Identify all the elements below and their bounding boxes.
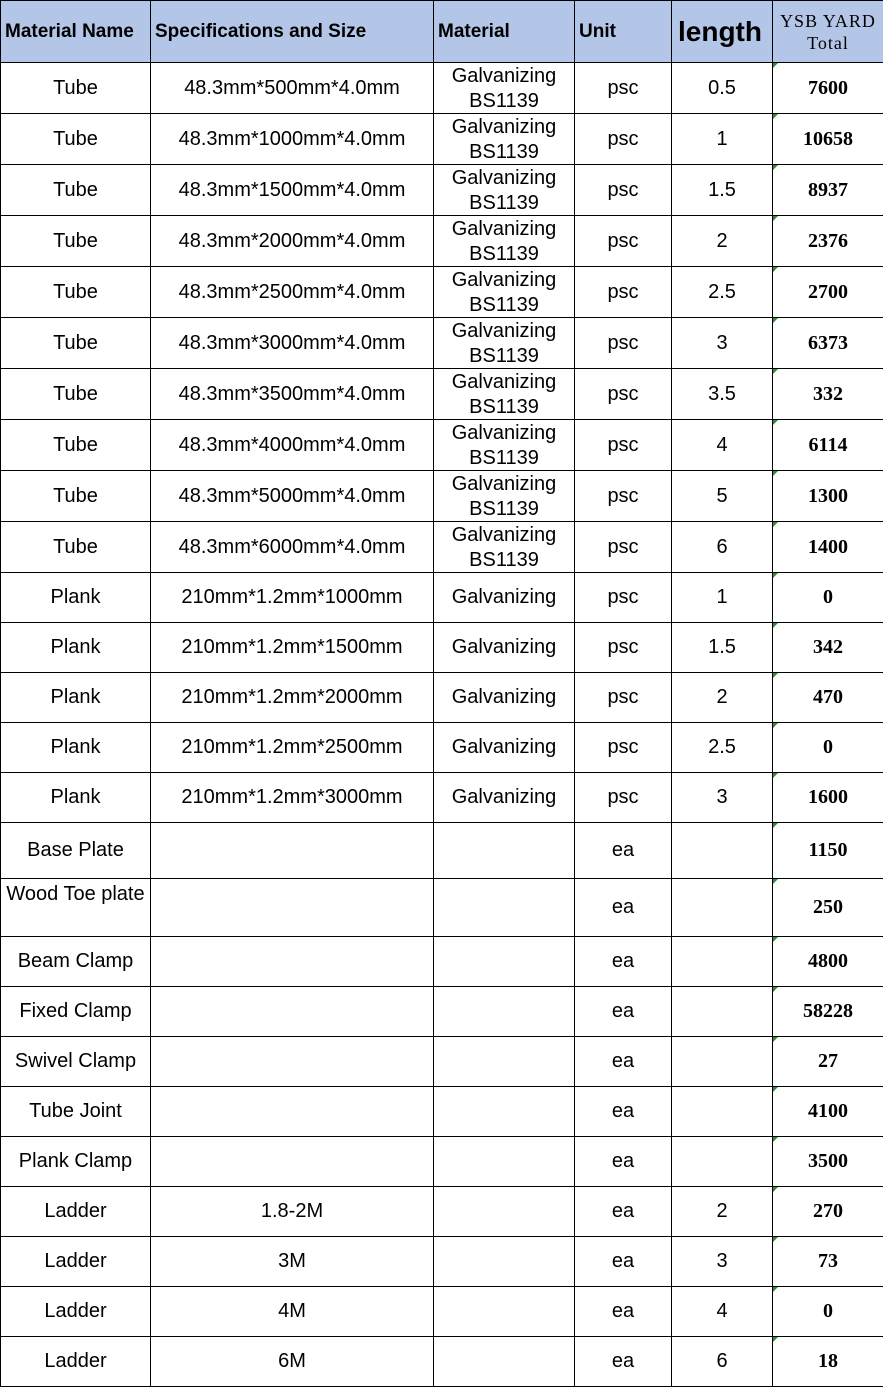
- header-total-line1: YSB YARD: [773, 10, 883, 32]
- cell-marker-icon: [773, 573, 778, 578]
- cell-material[interactable]: [434, 1187, 575, 1237]
- cell-total-value: 250: [813, 896, 843, 918]
- cell-marker-icon: [773, 937, 778, 942]
- cell-unit[interactable]: ea: [575, 823, 672, 879]
- table-row: [1, 1187, 883, 1237]
- cell-total-value: 1150: [809, 839, 848, 861]
- cell-material[interactable]: Galvanizing: [434, 573, 575, 623]
- cell-length[interactable]: 6: [672, 522, 773, 573]
- cell-unit[interactable]: psc: [575, 522, 672, 573]
- cell-material-text: Galvanizing BS1139: [434, 420, 574, 470]
- cell-spec[interactable]: 4M: [151, 1287, 434, 1337]
- cell-total[interactable]: [773, 369, 883, 420]
- cell-total-value: 6114: [809, 434, 848, 456]
- table-row: [1, 773, 883, 823]
- cell-unit[interactable]: ea: [575, 879, 672, 937]
- cell-total[interactable]: [773, 522, 883, 573]
- cell-spec[interactable]: [151, 937, 434, 987]
- cell-total[interactable]: [773, 318, 883, 369]
- cell-total-value: 4800: [808, 950, 848, 972]
- cell-spec[interactable]: 48.3mm*3500mm*4.0mm: [151, 369, 434, 420]
- header-spec[interactable]: Specifications and Size: [151, 1, 434, 63]
- cell-marker-icon: [773, 623, 778, 628]
- table-row: [1, 723, 883, 773]
- cell-marker-icon: [773, 471, 778, 476]
- cell-spec[interactable]: 48.3mm*1000mm*4.0mm: [151, 114, 434, 165]
- cell-length[interactable]: 6: [672, 1337, 773, 1387]
- cell-length[interactable]: [672, 987, 773, 1037]
- cell-total-value: 470: [813, 686, 843, 708]
- cell-unit[interactable]: ea: [575, 1337, 672, 1387]
- cell-material[interactable]: [434, 1037, 575, 1087]
- cell-length[interactable]: 3: [672, 773, 773, 823]
- cell-length[interactable]: [672, 1087, 773, 1137]
- cell-unit[interactable]: ea: [575, 937, 672, 987]
- cell-material-name[interactable]: Ladder: [1, 1287, 151, 1337]
- cell-material-name[interactable]: Plank: [1, 623, 151, 673]
- cell-total-value: 342: [813, 636, 843, 658]
- cell-spec[interactable]: 210mm*1.2mm*2000mm: [151, 673, 434, 723]
- cell-total[interactable]: [773, 573, 883, 623]
- table-row: [1, 420, 883, 471]
- header-material[interactable]: Material: [434, 1, 575, 63]
- cell-total[interactable]: [773, 1087, 883, 1137]
- cell-material-text: Galvanizing BS1139: [434, 267, 574, 317]
- cell-unit[interactable]: psc: [575, 773, 672, 823]
- cell-total-value: 8937: [808, 179, 848, 201]
- cell-spec[interactable]: 6M: [151, 1337, 434, 1387]
- cell-material-name[interactable]: Plank: [1, 723, 151, 773]
- header-length[interactable]: length: [672, 1, 773, 63]
- table-row: [1, 318, 883, 369]
- cell-material-name[interactable]: Plank: [1, 673, 151, 723]
- cell-total[interactable]: [773, 623, 883, 673]
- cell-material-name[interactable]: Ladder: [1, 1187, 151, 1237]
- cell-material[interactable]: Galvanizing: [434, 673, 575, 723]
- table-row: [1, 987, 883, 1037]
- cell-marker-icon: [773, 1187, 778, 1192]
- cell-material[interactable]: [434, 1137, 575, 1187]
- cell-material-name[interactable]: Ladder: [1, 1337, 151, 1387]
- cell-material-name[interactable]: Tube Joint: [1, 1087, 151, 1137]
- cell-material-text: Galvanizing BS1139: [434, 471, 574, 521]
- cell-total[interactable]: [773, 1237, 883, 1287]
- cell-unit[interactable]: psc: [575, 471, 672, 522]
- table-row: [1, 471, 883, 522]
- cell-material[interactable]: [434, 165, 575, 216]
- cell-total[interactable]: [773, 471, 883, 522]
- table-row: [1, 63, 883, 114]
- cell-marker-icon: [773, 369, 778, 374]
- cell-total[interactable]: [773, 673, 883, 723]
- cell-material[interactable]: Galvanizing: [434, 723, 575, 773]
- cell-unit[interactable]: psc: [575, 623, 672, 673]
- table-row: [1, 1337, 883, 1387]
- cell-material-name[interactable]: Tube: [1, 216, 151, 267]
- table-row: [1, 937, 883, 987]
- cell-total[interactable]: [773, 723, 883, 773]
- cell-spec[interactable]: 210mm*1.2mm*2500mm: [151, 723, 434, 773]
- cell-material-name[interactable]: Swivel Clamp: [1, 1037, 151, 1087]
- cell-length[interactable]: 0.5: [672, 63, 773, 114]
- cell-total-value: 2376: [808, 230, 848, 252]
- cell-length[interactable]: 1.5: [672, 623, 773, 673]
- cell-material[interactable]: [434, 267, 575, 318]
- cell-total[interactable]: [773, 267, 883, 318]
- cell-material-name[interactable]: Tube: [1, 420, 151, 471]
- cell-total[interactable]: [773, 773, 883, 823]
- header-total[interactable]: [773, 1, 883, 63]
- cell-length[interactable]: 2: [672, 1187, 773, 1237]
- cell-material[interactable]: [434, 937, 575, 987]
- cell-unit[interactable]: psc: [575, 216, 672, 267]
- cell-length[interactable]: 2: [672, 673, 773, 723]
- cell-material[interactable]: [434, 1237, 575, 1287]
- cell-length[interactable]: 5: [672, 471, 773, 522]
- cell-total-value: 0: [823, 586, 833, 608]
- cell-marker-icon: [773, 318, 778, 323]
- table-row: [1, 1087, 883, 1137]
- table-row: [1, 879, 883, 937]
- cell-unit[interactable]: psc: [575, 673, 672, 723]
- cell-marker-icon: [773, 773, 778, 778]
- cell-marker-icon: [773, 879, 778, 884]
- cell-material-text: Galvanizing BS1139: [434, 63, 574, 113]
- cell-unit[interactable]: psc: [575, 573, 672, 623]
- cell-length[interactable]: 3: [672, 1237, 773, 1287]
- cell-total-value: 18: [818, 1350, 838, 1372]
- cell-material[interactable]: [434, 63, 575, 114]
- cell-marker-icon: [773, 165, 778, 170]
- cell-material-text: Galvanizing BS1139: [434, 216, 574, 266]
- cell-marker-icon: [773, 216, 778, 221]
- cell-material-name[interactable]: Plank: [1, 773, 151, 823]
- cell-unit[interactable]: psc: [575, 723, 672, 773]
- cell-material[interactable]: [434, 216, 575, 267]
- cell-material-name[interactable]: Tube: [1, 471, 151, 522]
- cell-unit[interactable]: psc: [575, 165, 672, 216]
- cell-unit[interactable]: ea: [575, 987, 672, 1037]
- header-material-name[interactable]: Material Name: [1, 1, 151, 63]
- cell-length[interactable]: 2.5: [672, 723, 773, 773]
- cell-total-value: 0: [823, 736, 833, 758]
- cell-total[interactable]: [773, 987, 883, 1037]
- cell-marker-icon: [773, 267, 778, 272]
- header-row: [1, 1, 883, 63]
- table-row: [1, 573, 883, 623]
- cell-material-name[interactable]: Beam Clamp: [1, 937, 151, 987]
- cell-length[interactable]: 3.5: [672, 369, 773, 420]
- cell-spec[interactable]: 48.3mm*500mm*4.0mm: [151, 63, 434, 114]
- cell-total-value: 1400: [808, 536, 848, 558]
- cell-material-name[interactable]: [1, 879, 151, 937]
- cell-length[interactable]: [672, 823, 773, 879]
- cell-unit[interactable]: psc: [575, 267, 672, 318]
- cell-spec[interactable]: 210mm*1.2mm*3000mm: [151, 773, 434, 823]
- cell-material-text: Galvanizing BS1139: [434, 522, 574, 572]
- cell-spec[interactable]: [151, 1137, 434, 1187]
- cell-material[interactable]: Galvanizing: [434, 623, 575, 673]
- cell-unit[interactable]: ea: [575, 1087, 672, 1137]
- cell-total[interactable]: [773, 823, 883, 879]
- cell-unit[interactable]: ea: [575, 1137, 672, 1187]
- cell-total[interactable]: [773, 937, 883, 987]
- cell-spec[interactable]: 48.3mm*5000mm*4.0mm: [151, 471, 434, 522]
- table-row: [1, 1137, 883, 1187]
- table-row: [1, 823, 883, 879]
- cell-marker-icon: [773, 1137, 778, 1142]
- cell-material[interactable]: [434, 987, 575, 1037]
- cell-spec[interactable]: 48.3mm*1500mm*4.0mm: [151, 165, 434, 216]
- cell-unit[interactable]: psc: [575, 420, 672, 471]
- cell-material-name[interactable]: Tube: [1, 369, 151, 420]
- cell-marker-icon: [773, 1037, 778, 1042]
- cell-total[interactable]: [773, 879, 883, 937]
- table-row: [1, 1237, 883, 1287]
- cell-total[interactable]: [773, 1187, 883, 1237]
- cell-total-value: 4100: [808, 1100, 848, 1122]
- cell-spec[interactable]: 48.3mm*4000mm*4.0mm: [151, 420, 434, 471]
- cell-length[interactable]: 1: [672, 573, 773, 623]
- cell-length[interactable]: [672, 1037, 773, 1087]
- cell-material-name[interactable]: Base Plate: [1, 823, 151, 879]
- cell-unit[interactable]: psc: [575, 63, 672, 114]
- cell-total[interactable]: [773, 114, 883, 165]
- table-row: [1, 1037, 883, 1087]
- cell-length[interactable]: [672, 879, 773, 937]
- cell-spec[interactable]: 210mm*1.2mm*1000mm: [151, 573, 434, 623]
- table-row: [1, 369, 883, 420]
- cell-total[interactable]: [773, 216, 883, 267]
- cell-spec[interactable]: 48.3mm*3000mm*4.0mm: [151, 318, 434, 369]
- cell-total[interactable]: [773, 1037, 883, 1087]
- cell-material[interactable]: [434, 369, 575, 420]
- cell-material-text: Galvanizing BS1139: [434, 318, 574, 368]
- cell-material-name[interactable]: Plank Clamp: [1, 1137, 151, 1187]
- cell-length[interactable]: 4: [672, 1287, 773, 1337]
- cell-unit[interactable]: psc: [575, 318, 672, 369]
- header-unit[interactable]: Unit: [575, 1, 672, 63]
- cell-marker-icon: [773, 1087, 778, 1092]
- cell-spec[interactable]: 1.8-2M: [151, 1187, 434, 1237]
- cell-total[interactable]: [773, 63, 883, 114]
- cell-material[interactable]: [434, 1337, 575, 1387]
- cell-material[interactable]: [434, 522, 575, 573]
- cell-unit[interactable]: psc: [575, 114, 672, 165]
- cell-spec[interactable]: 210mm*1.2mm*1500mm: [151, 623, 434, 673]
- table-row: [1, 1287, 883, 1337]
- cell-total-value: 58228: [803, 1000, 853, 1022]
- cell-material-name[interactable]: Tube: [1, 318, 151, 369]
- cell-material-text: Galvanizing BS1139: [434, 114, 574, 164]
- cell-total-value: 73: [818, 1250, 838, 1272]
- cell-spec[interactable]: [151, 823, 434, 879]
- table-row: [1, 673, 883, 723]
- cell-unit[interactable]: psc: [575, 369, 672, 420]
- cell-spec[interactable]: 48.3mm*2500mm*4.0mm: [151, 267, 434, 318]
- cell-material-name[interactable]: Tube: [1, 165, 151, 216]
- cell-length[interactable]: 3: [672, 318, 773, 369]
- cell-spec[interactable]: [151, 879, 434, 937]
- cell-total-value: 1300: [808, 485, 848, 507]
- cell-length[interactable]: 2.5: [672, 267, 773, 318]
- cell-spec[interactable]: 48.3mm*6000mm*4.0mm: [151, 522, 434, 573]
- cell-material-name-text: Wood Toe plate: [1, 879, 150, 936]
- cell-length[interactable]: 2: [672, 216, 773, 267]
- cell-marker-icon: [773, 1337, 778, 1342]
- cell-spec[interactable]: 3M: [151, 1237, 434, 1287]
- cell-material-name[interactable]: Tube: [1, 63, 151, 114]
- cell-total-value: 10658: [803, 128, 853, 150]
- cell-marker-icon: [773, 420, 778, 425]
- cell-unit[interactable]: ea: [575, 1187, 672, 1237]
- table-row: [1, 267, 883, 318]
- cell-length[interactable]: [672, 937, 773, 987]
- cell-unit[interactable]: ea: [575, 1287, 672, 1337]
- cell-total-value: 0: [823, 1300, 833, 1322]
- cell-total[interactable]: [773, 1337, 883, 1387]
- cell-material-name[interactable]: Tube: [1, 522, 151, 573]
- table-row: [1, 522, 883, 573]
- cell-material-name[interactable]: Tube: [1, 267, 151, 318]
- cell-spec[interactable]: 48.3mm*2000mm*4.0mm: [151, 216, 434, 267]
- cell-marker-icon: [773, 823, 778, 828]
- cell-marker-icon: [773, 63, 778, 68]
- cell-unit[interactable]: ea: [575, 1037, 672, 1087]
- table-row: [1, 165, 883, 216]
- cell-total[interactable]: [773, 1137, 883, 1187]
- cell-marker-icon: [773, 522, 778, 527]
- cell-marker-icon: [773, 987, 778, 992]
- cell-marker-icon: [773, 114, 778, 119]
- cell-total[interactable]: [773, 420, 883, 471]
- cell-total-value: 6373: [808, 332, 848, 354]
- cell-total[interactable]: [773, 1287, 883, 1337]
- cell-material-name[interactable]: Plank: [1, 573, 151, 623]
- cell-material-name[interactable]: Tube: [1, 114, 151, 165]
- cell-marker-icon: [773, 673, 778, 678]
- cell-length[interactable]: 4: [672, 420, 773, 471]
- cell-total-value: 270: [813, 1200, 843, 1222]
- cell-length[interactable]: [672, 1137, 773, 1187]
- cell-unit[interactable]: ea: [575, 1237, 672, 1287]
- cell-material[interactable]: [434, 1087, 575, 1137]
- cell-length[interactable]: 1: [672, 114, 773, 165]
- cell-total-value: 7600: [808, 77, 848, 99]
- cell-spec[interactable]: [151, 1087, 434, 1137]
- cell-total-value: 2700: [808, 281, 848, 303]
- cell-material[interactable]: Galvanizing: [434, 773, 575, 823]
- cell-material[interactable]: [434, 420, 575, 471]
- cell-material[interactable]: [434, 823, 575, 879]
- cell-total-value: 3500: [808, 1150, 848, 1172]
- cell-material[interactable]: [434, 1287, 575, 1337]
- cell-spec[interactable]: [151, 1037, 434, 1087]
- cell-material-text: Galvanizing BS1139: [434, 165, 574, 215]
- cell-material[interactable]: [434, 114, 575, 165]
- cell-total-value: 1600: [808, 786, 848, 808]
- cell-marker-icon: [773, 1287, 778, 1292]
- cell-spec[interactable]: [151, 987, 434, 1037]
- cell-material[interactable]: [434, 471, 575, 522]
- cell-material[interactable]: [434, 879, 575, 937]
- cell-length[interactable]: 1.5: [672, 165, 773, 216]
- cell-marker-icon: [773, 1237, 778, 1242]
- cell-material-text: Galvanizing BS1139: [434, 369, 574, 419]
- header-total-line2: Total: [773, 32, 883, 54]
- table-row: [1, 623, 883, 673]
- cell-total-value: 332: [813, 383, 843, 405]
- table-row: [1, 216, 883, 267]
- cell-material[interactable]: [434, 318, 575, 369]
- table-row: [1, 114, 883, 165]
- cell-total-value: 27: [818, 1050, 838, 1072]
- cell-material-name[interactable]: Fixed Clamp: [1, 987, 151, 1037]
- cell-material-name[interactable]: Ladder: [1, 1237, 151, 1287]
- cell-marker-icon: [773, 723, 778, 728]
- cell-total[interactable]: [773, 165, 883, 216]
